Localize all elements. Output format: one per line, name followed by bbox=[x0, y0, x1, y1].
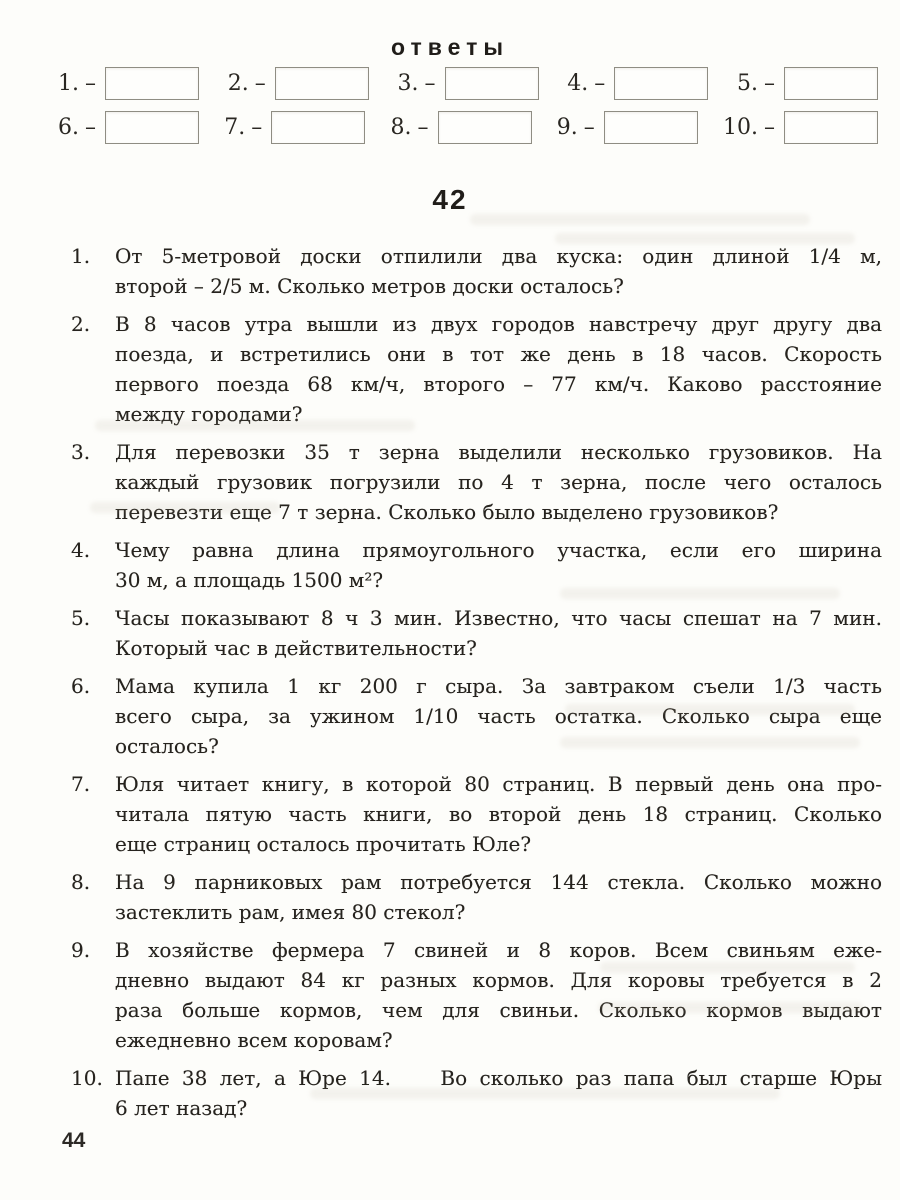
problem-text: От 5-метровой доски отпилили два куска: один длиной 1/4 м, второй – 2/5 м. Сколько метров доски осталось? bbox=[115, 244, 882, 298]
answer-slot-7 bbox=[224, 108, 365, 146]
section-number: 42 bbox=[432, 184, 468, 215]
answer-box bbox=[784, 67, 878, 100]
answer-slot-dash: – bbox=[424, 70, 436, 96]
answer-slot-number: 8. bbox=[390, 114, 412, 140]
answers-row-1 bbox=[58, 64, 878, 102]
problem-number: 9. bbox=[71, 938, 91, 962]
answer-slot-1 bbox=[58, 64, 199, 102]
answer-slot-dash: – bbox=[583, 114, 595, 140]
answer-slot-3 bbox=[398, 64, 539, 102]
problem-text: В 8 часов утра вышли из двух городов навстречу друг другу два поезда, и встретились они в тот же день в 18 часов. Скорость первого поезда 68 км/ч, второго – 77 км/ч. Каково расстояние между городами? bbox=[115, 312, 882, 426]
problem-text: Юля читает книгу, в которой 80 страниц. В первый день она про- читала пятую часть книги, во второй день 18 страниц. Сколько еще страниц осталось прочитать Юле? bbox=[115, 772, 882, 856]
answer-slot-dash: – bbox=[417, 114, 429, 140]
answer-slot-number: 6. bbox=[58, 114, 79, 140]
problem-10 bbox=[60, 1063, 882, 1123]
answer-box bbox=[275, 67, 369, 100]
answer-box bbox=[445, 67, 539, 100]
answer-slot-dash: – bbox=[764, 114, 775, 140]
problem-number: 5. bbox=[71, 606, 91, 630]
answer-slot-number: 10. bbox=[723, 114, 758, 140]
answer-slot-5 bbox=[737, 64, 878, 102]
answer-slot-number: 2. bbox=[227, 70, 249, 96]
problem-8 bbox=[60, 867, 882, 927]
answer-slot-number: 3. bbox=[397, 70, 419, 96]
answer-box bbox=[271, 111, 365, 144]
problem-number: 1. bbox=[71, 244, 91, 268]
problem-text: На 9 парниковых рам потребуется 144 стекла. Сколько можно застеклить рам, имея 80 стекол? bbox=[115, 870, 882, 924]
problem-number: 7. bbox=[71, 772, 91, 796]
problem-number: 2. bbox=[71, 312, 91, 336]
answer-slot-number: 4. bbox=[567, 70, 589, 96]
problem-text: Часы показывают 8 ч 3 мин. Известно, что часы спешат на 7 мин. Который час в действительности? bbox=[115, 606, 882, 660]
problem-number: 6. bbox=[71, 674, 91, 698]
problem-text: Папе 38 лет, а Юре 14. Во сколько раз папа был старше Юры 6 лет назад? bbox=[115, 1066, 882, 1120]
answer-slot-dash: – bbox=[85, 70, 96, 96]
answer-box bbox=[105, 67, 199, 100]
answer-slot-dash: – bbox=[594, 70, 606, 96]
problems-list bbox=[60, 241, 882, 1131]
answers-row-2 bbox=[58, 108, 878, 146]
problem-number: 4. bbox=[71, 538, 91, 562]
problem-9 bbox=[60, 935, 882, 1055]
answer-box bbox=[604, 111, 698, 144]
answer-slot-dash: – bbox=[85, 114, 96, 140]
problem-4 bbox=[60, 535, 882, 595]
page-number: 44 bbox=[62, 1129, 86, 1152]
answer-slot-6 bbox=[58, 108, 199, 146]
answer-slot-number: 9. bbox=[556, 114, 578, 140]
answer-slot-number: 5. bbox=[737, 70, 758, 96]
answer-slot-2 bbox=[228, 64, 369, 102]
answers-title: ответы bbox=[391, 34, 509, 60]
answer-slot-dash: – bbox=[764, 70, 775, 96]
answer-box bbox=[438, 111, 532, 144]
problem-6 bbox=[60, 671, 882, 761]
problem-1 bbox=[60, 241, 882, 301]
problem-text: Для перевозки 35 т зерна выделили несколько грузовиков. На каждый грузовик погрузили по 4 т зерна, после чего осталось перевезти еще 7 т зерна. Сколько было выделено грузовиков? bbox=[115, 440, 882, 524]
answer-slot-8 bbox=[391, 108, 532, 146]
answer-slot-10 bbox=[723, 108, 878, 146]
answer-slot-dash: – bbox=[254, 70, 266, 96]
problem-3 bbox=[60, 437, 882, 527]
answer-slot-number: 7. bbox=[224, 114, 246, 140]
answer-box bbox=[784, 111, 878, 144]
answer-slot-number: 1. bbox=[58, 70, 79, 96]
problem-text: Чему равна длина прямоугольного участка, если его ширина 30 м, а площадь 1500 м²? bbox=[115, 538, 882, 592]
problem-5 bbox=[60, 603, 882, 663]
problem-number: 8. bbox=[71, 870, 91, 894]
problem-text: Мама купила 1 кг 200 г сыра. За завтраком съели 1/3 часть всего сыра, за ужином 1/10 часть остатка. Сколько сыра еще осталось? bbox=[115, 674, 882, 758]
problem-text: В хозяйстве фермера 7 свиней и 8 коров. Всем свиньям еже- дневно выдают 84 кг разных кормов. Для коровы требуется в 2 раза больше кормов, чем для свиньи. Сколько кормов выдают ежедневно всем коровам? bbox=[115, 938, 882, 1052]
answer-box bbox=[105, 111, 199, 144]
answer-box bbox=[614, 67, 708, 100]
problem-7 bbox=[60, 769, 882, 859]
problem-2 bbox=[60, 309, 882, 429]
answer-slot-4 bbox=[567, 64, 708, 102]
problem-number: 10. bbox=[71, 1066, 103, 1090]
answer-slot-dash: – bbox=[251, 114, 263, 140]
answer-slot-9 bbox=[557, 108, 698, 146]
problem-number: 3. bbox=[71, 440, 91, 464]
